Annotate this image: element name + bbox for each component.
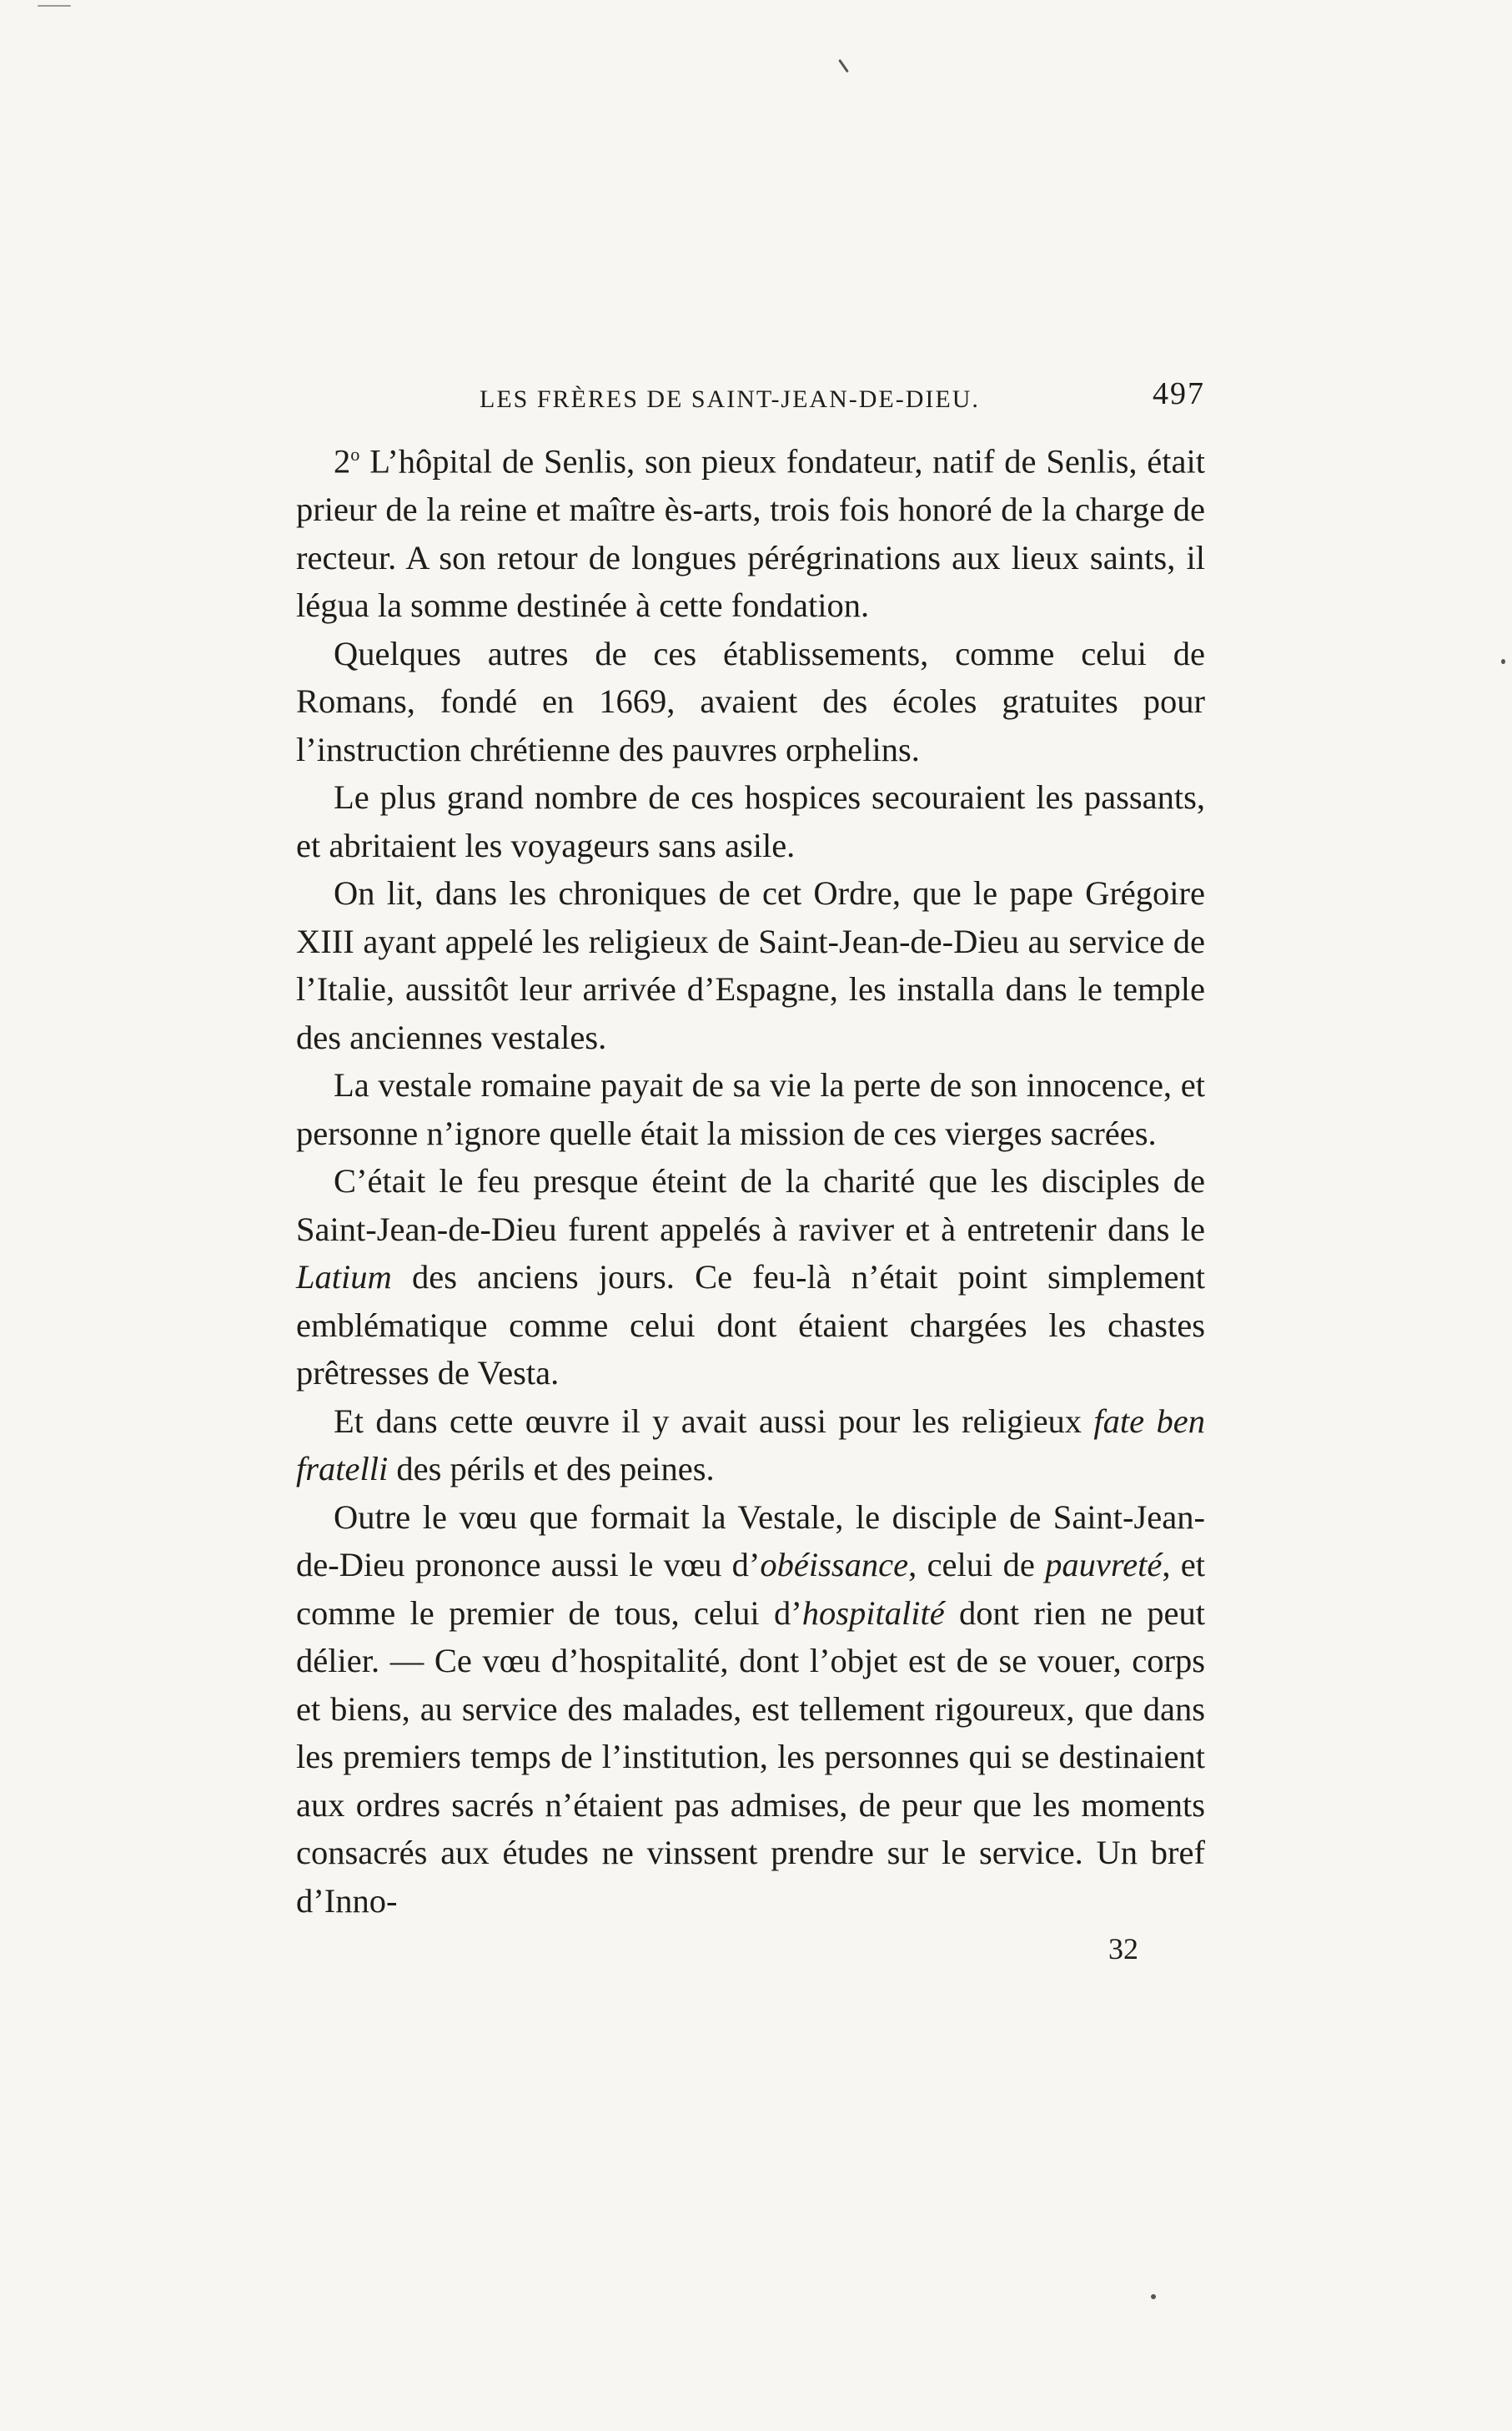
ink-speck xyxy=(838,59,849,73)
body-text xyxy=(296,430,1205,1925)
ink-speck xyxy=(1151,2294,1156,2299)
paragraph: Le plus grand nombre de ces hospices secouraient les passants, et abritaient les voyageurs sans asile. xyxy=(296,778,1205,864)
signature-number: 32 xyxy=(1108,1932,1138,1965)
page-number: 497 xyxy=(1153,376,1205,411)
running-title: LES FRÈRES DE SAINT-JEAN-DE-DIEU. xyxy=(480,385,980,413)
ink-speck xyxy=(1501,659,1505,664)
signature-mark xyxy=(296,1931,1205,1990)
paragraph: Quelques autres de ces établissements, comme celui de Romans, fondé en 1669, avaient des écoles gratuites pour l’instruction chrétienne des pauvres orphelins. xyxy=(296,634,1205,768)
paragraph: La vestale romaine payait de sa vie la perte de son innocence, et personne n’ignore quelle était la mission de ces vierges sacrées. xyxy=(296,1066,1205,1152)
ink-speck xyxy=(38,5,71,7)
paragraph: On lit, dans les chroniques de cet Ordre, que le pape Grégoire XIII ayant appelé les religieux de Saint-Jean-de-Dieu au service de l’Italie, aussitôt leur arrivée d’Espagne, les installa dans le temple des anciennes vestales. xyxy=(296,874,1205,1056)
paragraph: Et dans cette œuvre il y avait aussi pour les religieux fate ben fratelli des périls et des peines. xyxy=(296,1402,1205,1487)
paragraph: 2$^o$ L’hôpital de Senlis, son pieux fondateur, natif de Senlis, était prieur de la reine et maître ès-arts, trois fois honoré de la charge de recteur. A son retour de longues pérégrinations aux lieux saints, il légua la somme destinée à cette fondation. xyxy=(296,442,1205,624)
running-head xyxy=(296,375,1205,425)
book-page xyxy=(296,375,1205,1990)
paragraph: Outre le vœu que formait la Vestale, le disciple de Saint-Jean-de-Dieu prononce aussi le vœu d’obéissance, celui de pauvreté, et comme le premier de tous, celui d’hospitalité dont rien ne peut délier. — Ce vœu d’hospitalité, dont l’objet est de se vouer, corps et biens, au service des malades, est tellement rigoureux, que dans les premiers temps de l’institution, les personnes qui se destinaient aux ordres sacrés n’étaient pas admises, de peur que les moments consacrés aux études ne vinssent prendre sur le service. Un bref d’Inno- xyxy=(296,1497,1206,1920)
paragraph: C’était le feu presque éteint de la charité que les disciples de Saint-Jean-de-Dieu furent appelés à raviver et à entretenir dans le Latium des anciens jours. Ce feu-là n’était point simplement emblématique comme celui dont étaient chargées les chastes prêtresses de Vesta. xyxy=(296,1162,1205,1392)
